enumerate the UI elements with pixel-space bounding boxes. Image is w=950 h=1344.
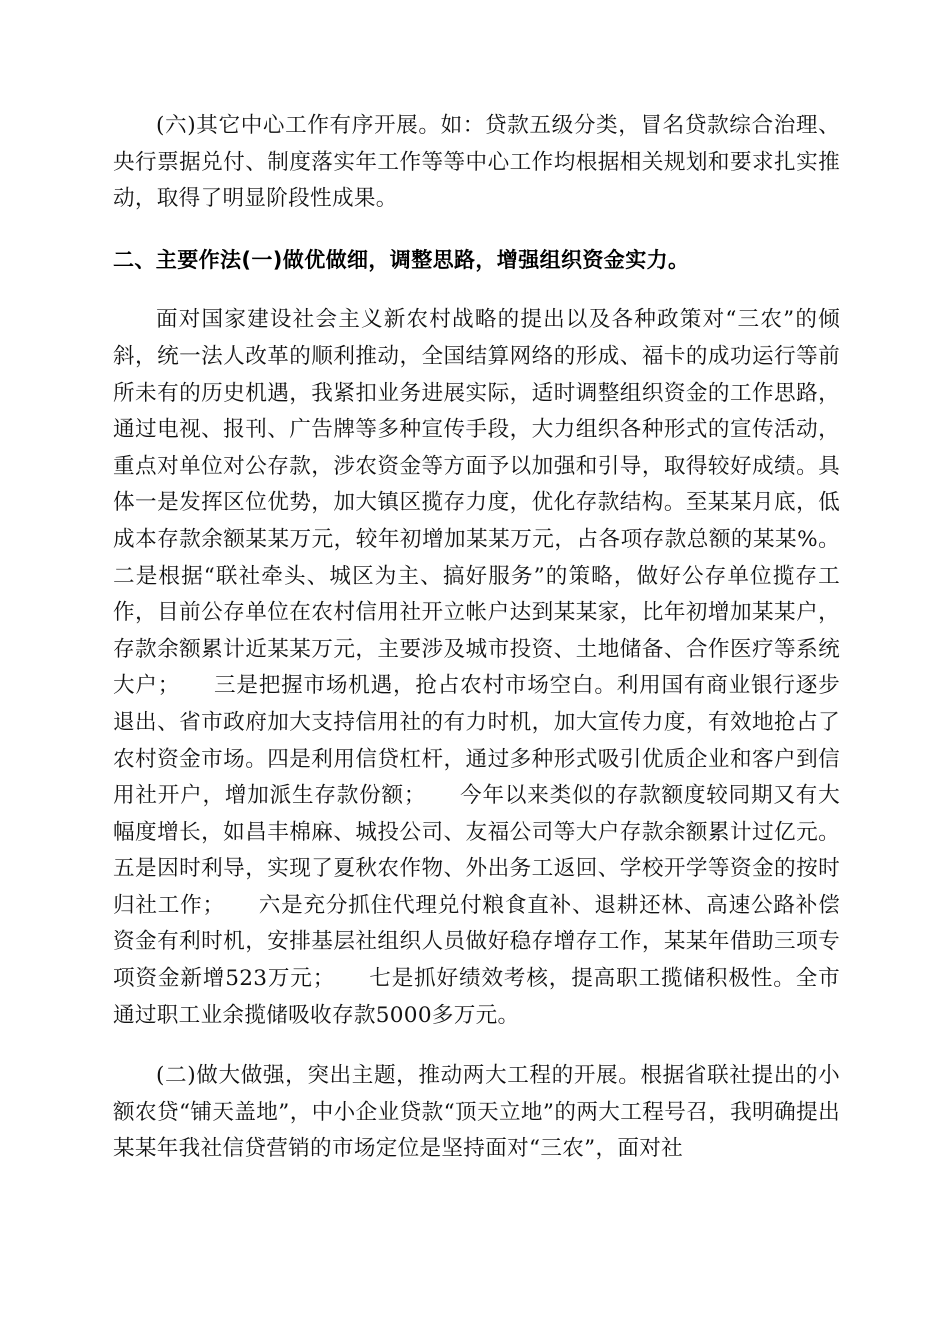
document-body [113,108,840,1168]
paragraph-other-work: (六)其它中心工作有序开展。如：贷款五级分类，冒名贷款综合治理、央行票据兑付、制度落实年工作等等中心工作均根据相关规划和要求扎实推动，取得了明显阶段性成果。 [113,113,840,212]
paragraph-deposit-strategy: 面对国家建设社会主义新农村战略的提出以及各种政策对“三农”的倾斜，统一法人改革的顺利推动，全国结算网络的形成、福卡的成功运行等前所未有的历史机遇，我紧扣业务进展实际，适时调整组织资金的工作思路，通过电视、报刊、广告牌等多种宣传手段，大力组织各种形式的宣传活动，重点对单位对公存款，涉农资金等方面予以加强和引导，取得较好成绩。具体一是发挥区位优势，加大镇区揽存力度，优化存款结构。至某某月底，低成本存款余额某某万元，较年初增加某某万元，占各项存款总额的某某%。二是根据“联社牵头、城区为主、搞好服务”的策略，做好公存单位揽存工作，目前公存单位在农村信用社开立帐户达到某某家，比年初增加某某户，存款余额累计近某某万元，主要涉及城市投资、土地储备、合作医疗等系统大户； 三是把握市场机遇，抢占农村市场空白。利用国有商业银行逐步退出、省市政府加大支持信用社的有力时机，加大宣传力度，有效地抢占了农村资金市场。四是利用信贷杠杆，通过多种形式吸引优质企业和客户到信用社开户，增加派生存款份额； 今年以来类似的存款额度较同期又有大幅度增长，如昌丰棉麻、城投公司、友福公司等大户存款余额累计过亿元。五是因时利导，实现了夏秋农作物、外出务工返回、学校开学等资金的按时归社工作； 六是充分抓住代理兑付粮食直补、退耕还林、高速公路补偿资金有利时机，安排基层社组织人员做好稳存增存工作，某某年借助三项专项资金新增523万元； 七是抓好绩效考核，提高职工揽储积极性。全市通过职工业余揽储吸收存款5000多万元。 [113,307,840,1028]
paragraph-two-projects: (二)做大做强，突出主题，推动两大工程的开展。根据省联社提出的小额农贷“铺天盖地”，中小企业贷款“顶天立地”的两大工程号召，我明确提出某某年我社信贷营销的市场定位是坚持面对“三农”，面对社 [113,1063,840,1162]
section-heading-main-methods: 二、主要作法(一)做优做细，调整思路，增强组织资金实力。 [113,247,690,272]
